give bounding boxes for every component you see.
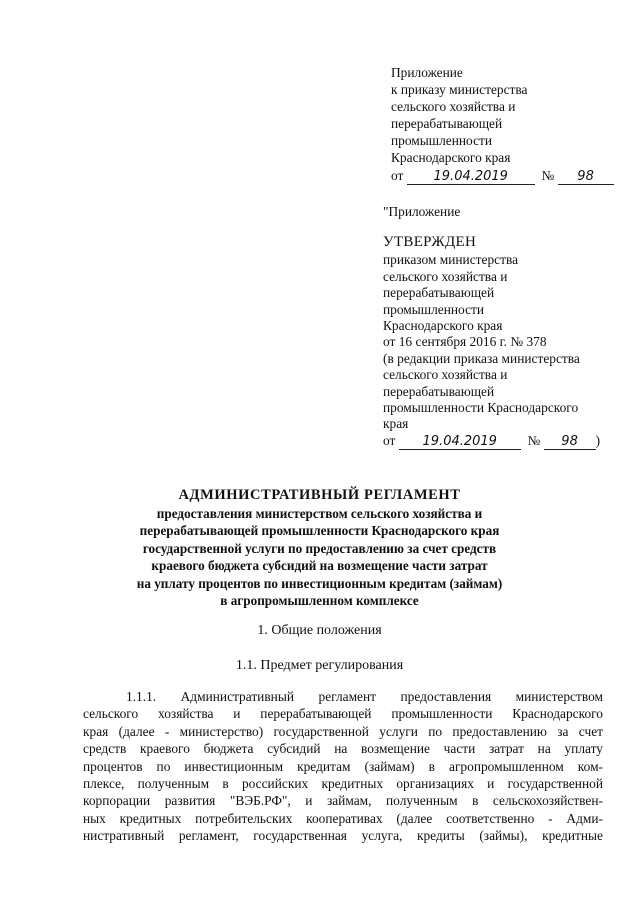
subsection-heading: 1.1. Предмет регулирования: [235, 658, 404, 673]
from-label: от: [383, 432, 396, 448]
handwritten-number: 98: [558, 170, 614, 185]
handwritten-date: 19.04.2019: [399, 435, 521, 450]
annex-line: перерабатывающей: [383, 285, 495, 301]
paragraph-line: средств краевого бюджета субсидий на возмещение части затрат на уплату: [83, 741, 603, 757]
annex-line: к приказу министерства: [391, 82, 528, 98]
paragraph-line: процентов по инвестиционным кредитам (займам) в агропромышленном ком-: [83, 758, 603, 774]
annex-line: перерабатывающей: [391, 116, 503, 132]
annex-line: Приложение: [391, 65, 463, 80]
document-subtitle: [0, 505, 639, 609]
section-heading: 1. Общие положения: [257, 623, 382, 638]
number-label: №: [527, 432, 541, 448]
annex-heading: "Приложение: [383, 204, 461, 219]
handwritten-number: 98: [544, 435, 596, 450]
annex-line: промышленности Краснодарского: [383, 400, 579, 416]
annex-line: сельского хозяйства и: [391, 99, 516, 115]
annex-line: промышленности: [391, 133, 493, 149]
paragraph-line: сельского хозяйства и перерабатывающей промышленности Краснодарского: [83, 706, 603, 722]
approved-label: УТВЕРЖДЕН: [383, 234, 477, 251]
paragraph-line: плексе, полученным в российских кредитных организациях и государственной: [83, 776, 603, 792]
annex-date-line: [383, 433, 623, 450]
annex-line: приказом министерства: [383, 252, 519, 268]
paragraph-line: нистративный регламент, государственная услуга, кредиты (займы), кредитные: [83, 828, 603, 844]
paragraph-line: корпорации развития "ВЭБ.РФ", и займам, полученным в сельскохозяйствен-: [83, 793, 603, 809]
paragraph-line: края (далее - министерство) государственной услуги по предоставлению за счет: [83, 723, 603, 739]
paragraph-line: ных кредитных потребительских кооперативах (далее соответственно - Адми-: [83, 810, 603, 826]
closing-paren: ): [595, 432, 601, 448]
annex-line: перерабатывающей: [383, 383, 495, 399]
subtitle-line: краевого бюджета субсидий на возмещение части затрат: [151, 558, 488, 574]
paragraph-line: 1.1.1. Административный регламент предоставления министерством: [126, 689, 603, 704]
annex-block-order: [391, 64, 621, 185]
annex-line: промышленности: [383, 301, 485, 317]
annex-line: сельского хозяйства и: [383, 367, 508, 383]
subtitle-line: на уплату процентов по инвестиционным кредитам (займам): [136, 575, 503, 591]
annex-line: Краснодарского края: [391, 150, 511, 166]
annex-date-line: [391, 167, 621, 185]
handwritten-date: 19.04.2019: [407, 170, 535, 185]
annex-block-approved: [383, 204, 623, 450]
subtitle-line: государственной услуги по предоставлению за счет средств: [142, 540, 497, 556]
from-label: от: [391, 167, 404, 183]
number-label: №: [541, 167, 555, 183]
annex-line: Краснодарского края: [383, 318, 503, 334]
document-title: АДМИНИСТРАТИВНЫЙ РЕГЛАМЕНТ: [178, 487, 461, 503]
annex-line: (в редакции приказа министерства: [383, 350, 580, 366]
subtitle-line: в агропромышленном комплексе: [220, 593, 419, 609]
body-paragraph: [83, 688, 603, 845]
annex-line: от 16 сентября 2016 г. № 378: [383, 334, 547, 350]
annex-line: края: [383, 416, 409, 432]
annex-line: сельского хозяйства и: [383, 268, 508, 284]
subtitle-line: предоставления министерством сельского хозяйства и: [156, 506, 483, 521]
subtitle-line: перерабатывающей промышленности Краснодарского края: [139, 523, 500, 539]
